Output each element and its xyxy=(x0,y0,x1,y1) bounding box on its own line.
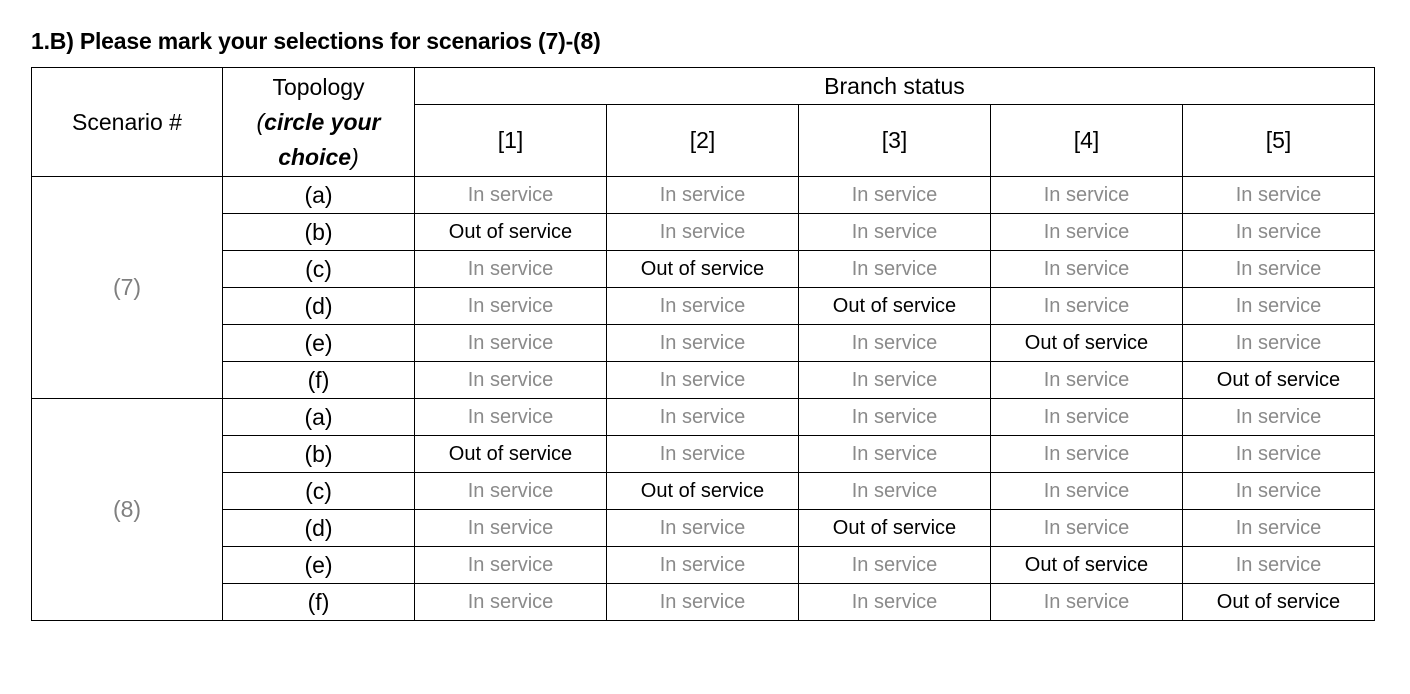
header-branch-3: [3] xyxy=(799,105,991,177)
branch-status-cell: In service xyxy=(1183,399,1375,436)
topology-choice[interactable]: (e) xyxy=(223,547,415,584)
branch-status-cell: In service xyxy=(1183,177,1375,214)
header-topology-line2-text: circle your xyxy=(264,108,381,135)
header-topology-line3-text: choice xyxy=(278,143,352,170)
branch-status-cell: In service xyxy=(991,177,1183,214)
branch-status-cell: In service xyxy=(991,214,1183,251)
branch-status-cell: In service xyxy=(799,547,991,584)
branch-status-cell: In service xyxy=(799,177,991,214)
scenario-label: (7) xyxy=(32,177,223,399)
branch-status-cell: In service xyxy=(607,510,799,547)
branch-status-cell: In service xyxy=(415,177,607,214)
branch-status-cell: In service xyxy=(607,547,799,584)
branch-status-cell: In service xyxy=(1183,214,1375,251)
branch-status-cell: In service xyxy=(415,547,607,584)
branch-status-cell: Out of service xyxy=(1183,362,1375,399)
branch-status-cell: In service xyxy=(607,436,799,473)
header-scenario: Scenario # xyxy=(32,68,223,177)
topology-choice[interactable]: (c) xyxy=(223,473,415,510)
branch-status-cell: In service xyxy=(415,288,607,325)
header-topology-open-paren: ( xyxy=(256,108,265,135)
table-row xyxy=(32,288,1375,325)
table-row xyxy=(32,436,1375,473)
branch-status-cell: In service xyxy=(415,362,607,399)
branch-status-cell: In service xyxy=(1183,510,1375,547)
header-topology-line2 xyxy=(223,105,414,140)
topology-choice[interactable]: (d) xyxy=(223,510,415,547)
branch-status-cell: Out of service xyxy=(799,510,991,547)
topology-choice[interactable]: (a) xyxy=(223,399,415,436)
header-branch-status: Branch status xyxy=(415,68,1375,105)
branch-status-cell: In service xyxy=(415,251,607,288)
topology-choice[interactable]: (b) xyxy=(223,214,415,251)
branch-status-cell: Out of service xyxy=(607,251,799,288)
table-row xyxy=(32,325,1375,362)
branch-status-cell: In service xyxy=(415,510,607,547)
topology-choice[interactable]: (f) xyxy=(223,362,415,399)
branch-status-cell: In service xyxy=(991,436,1183,473)
branch-status-cell: In service xyxy=(799,584,991,621)
branch-status-cell: In service xyxy=(607,177,799,214)
branch-status-cell: In service xyxy=(415,584,607,621)
table-row xyxy=(32,177,1375,214)
topology-choice[interactable]: (a) xyxy=(223,177,415,214)
table-row xyxy=(32,510,1375,547)
branch-status-cell: In service xyxy=(607,584,799,621)
header-branch-1: [1] xyxy=(415,105,607,177)
branch-status-cell: In service xyxy=(1183,251,1375,288)
header-branch-2: [2] xyxy=(607,105,799,177)
topology-choice[interactable]: (d) xyxy=(223,288,415,325)
header-topology xyxy=(223,68,415,177)
branch-status-cell: In service xyxy=(991,399,1183,436)
branch-status-cell: In service xyxy=(415,473,607,510)
branch-status-cell: In service xyxy=(991,473,1183,510)
table-row xyxy=(32,399,1375,436)
topology-choice[interactable]: (f) xyxy=(223,584,415,621)
table-body xyxy=(32,177,1375,621)
branch-status-cell: In service xyxy=(799,362,991,399)
topology-choice[interactable]: (c) xyxy=(223,251,415,288)
branch-status-cell: In service xyxy=(991,510,1183,547)
header-topology-close-paren: ) xyxy=(351,143,359,170)
branch-status-cell: In service xyxy=(607,288,799,325)
branch-status-cell: In service xyxy=(1183,547,1375,584)
scenario-label: (8) xyxy=(32,399,223,621)
branch-status-cell: In service xyxy=(415,399,607,436)
branch-status-cell: In service xyxy=(991,288,1183,325)
section-heading: 1.B) Please mark your selections for scenarios (7)-(8) xyxy=(31,28,601,54)
branch-status-cell: In service xyxy=(415,325,607,362)
branch-status-cell: In service xyxy=(607,325,799,362)
branch-status-cell: In service xyxy=(991,362,1183,399)
topology-choice[interactable]: (b) xyxy=(223,436,415,473)
branch-status-cell: Out of service xyxy=(607,473,799,510)
branch-status-cell: Out of service xyxy=(415,436,607,473)
branch-status-cell: In service xyxy=(1183,325,1375,362)
topology-choice[interactable]: (e) xyxy=(223,325,415,362)
branch-status-cell: In service xyxy=(607,214,799,251)
branch-status-cell: Out of service xyxy=(991,547,1183,584)
table-row xyxy=(32,547,1375,584)
header-branch-4: [4] xyxy=(991,105,1183,177)
branch-status-cell: Out of service xyxy=(415,214,607,251)
table-row xyxy=(32,251,1375,288)
branch-status-cell: In service xyxy=(1183,288,1375,325)
branch-status-cell: In service xyxy=(1183,473,1375,510)
branch-status-cell: In service xyxy=(799,436,991,473)
branch-status-cell: In service xyxy=(991,251,1183,288)
branch-status-cell: In service xyxy=(607,399,799,436)
table-row xyxy=(32,214,1375,251)
branch-status-cell: In service xyxy=(799,473,991,510)
branch-status-cell: In service xyxy=(799,399,991,436)
header-topology-line3 xyxy=(223,140,414,175)
branch-status-cell: In service xyxy=(991,584,1183,621)
branch-status-cell: Out of service xyxy=(991,325,1183,362)
branch-status-cell: In service xyxy=(1183,436,1375,473)
branch-status-cell: Out of service xyxy=(1183,584,1375,621)
table-row xyxy=(32,473,1375,510)
selection-table xyxy=(31,67,1375,621)
table-row xyxy=(32,362,1375,399)
branch-status-cell: Out of service xyxy=(799,288,991,325)
branch-status-cell: In service xyxy=(607,362,799,399)
branch-status-cell: In service xyxy=(799,325,991,362)
branch-status-cell: In service xyxy=(799,251,991,288)
table-row xyxy=(32,584,1375,621)
header-topology-line1: Topology xyxy=(272,73,365,100)
branch-status-cell: In service xyxy=(799,214,991,251)
header-branch-5: [5] xyxy=(1183,105,1375,177)
